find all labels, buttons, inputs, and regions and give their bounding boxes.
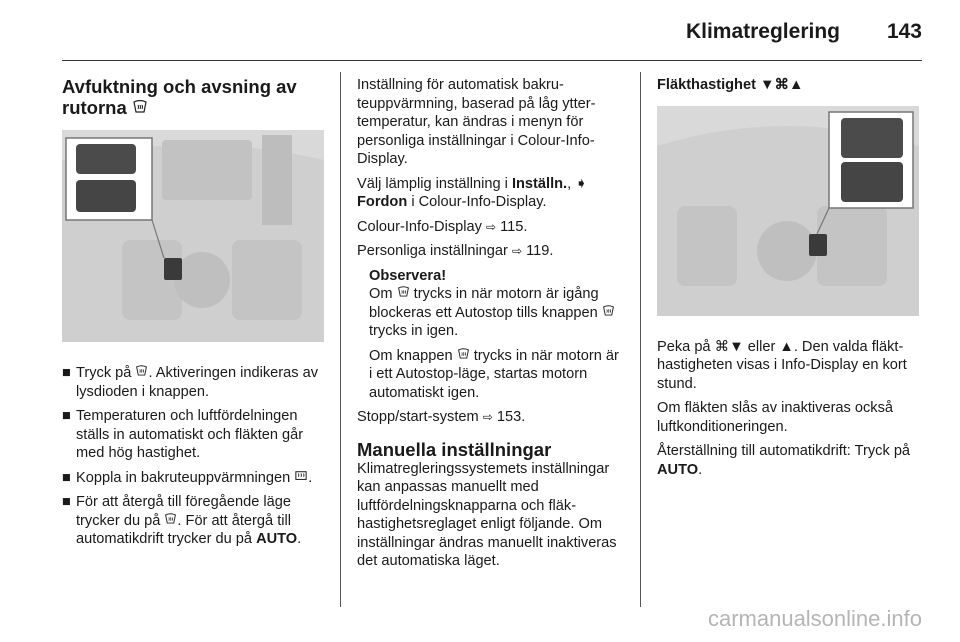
fan-off-paragraph: Om fläkten slås av inaktiveras också luftkonditioneringen. xyxy=(657,400,894,435)
fan-speed-paragraph: Peka på ⌘▼ eller ▲. Den valda fläkthastigheten visas i Info-Display en kort stund. xyxy=(657,338,907,392)
menu-arrow-icon: ➧ xyxy=(575,175,588,192)
page-title: Klimatreglering xyxy=(685,20,840,43)
list-item: ■ Koppla in bakruteuppvärmningen . xyxy=(62,469,313,486)
note-title: Observera! xyxy=(369,267,447,284)
column-divider-2 xyxy=(640,72,641,607)
list-item: ■ Tryck på . Aktiveringen indikeras av lysdioden i knappen. xyxy=(62,365,319,400)
reference-arrow-icon: ⇨ xyxy=(511,244,523,258)
cross-reference: Personliga inställningar ⇨ 119. xyxy=(357,243,554,259)
column-2 xyxy=(357,76,625,577)
column-1 xyxy=(62,76,324,555)
defrost-bullet-list xyxy=(62,364,324,549)
fan-down-icon: ▼ xyxy=(760,77,775,93)
windscreen-defrost-icon xyxy=(132,100,148,114)
reset-paragraph: Återställning till automatikdrift: Tryck på AUTO. xyxy=(657,443,911,478)
fan-control-photo xyxy=(657,106,919,316)
list-item: ■ Temperaturen och luftfördelningen ställs in automatiskt och fläkten går med hög hastighet. xyxy=(62,408,304,461)
manual-settings-paragraph: Klimatregleringssystemets inställningar kan anpassas manuellt med luftfördelningsknapparna och fläkhastighetsreglaget enligt följande. Om inställningar ändras manuellt inaktiveras det automatiska läget. xyxy=(357,460,617,569)
fan-icon: ⌘ xyxy=(774,77,790,93)
section-heading-manual: Manuella inställningar xyxy=(357,438,552,460)
fan-up-icon: ▲ xyxy=(789,77,804,93)
cross-reference: Stopp/start-system ⇨ 153. xyxy=(357,409,526,425)
note-paragraph: Om knappen trycks in när motorn är i ett Autostop-läge, startas motorn automatiskt igen. xyxy=(369,347,619,401)
list-item: ■ För att återgå till föregående läge trycker du på . För att återgå till automatikdrift trycker du på AUTO. xyxy=(62,494,302,547)
reference-arrow-icon: ⇨ xyxy=(485,219,497,234)
column-3 xyxy=(657,76,925,485)
cross-reference: Colour-Info-Display ⇨ 115. xyxy=(357,218,528,235)
fan-up-icon: ▲ xyxy=(779,338,794,355)
section-heading-defrost: Avfuktning och avsning av rutorna xyxy=(62,76,297,118)
page-number: 143 xyxy=(886,20,922,43)
note-box xyxy=(357,267,625,403)
climate-control-photo xyxy=(62,130,324,342)
column-divider-1 xyxy=(340,72,341,607)
windscreen-defrost-icon xyxy=(397,286,410,298)
rear-window-heating-icon xyxy=(294,470,308,482)
windscreen-defrost-icon xyxy=(164,513,177,525)
fan-icon: ⌘ xyxy=(714,338,730,355)
header-divider xyxy=(62,60,922,61)
fan-speed-heading: Fläkthastighet ▼⌘▲ xyxy=(657,77,804,93)
reference-arrow-icon: ⇨ xyxy=(482,410,493,424)
fan-down-icon: ▼ xyxy=(729,338,744,355)
windscreen-defrost-icon xyxy=(602,305,615,317)
note-paragraph: Om trycks in när motorn är igång blockeras ett Autostop tills knappen trycks in igen. xyxy=(369,285,625,341)
windscreen-defrost-icon xyxy=(135,365,148,377)
watermark: carmanualsonline.info xyxy=(707,606,922,631)
rear-heating-paragraph: Inställning för automatisk bakruteuppvärmning, baserad på låg yttertemperatur, kan ändras i menyn för personliga inställningar i Colour-Info-Display. xyxy=(357,77,596,167)
settings-paragraph: Välj lämplig inställning i Inställn., ➧ Fordon i Colour-Info-Display. xyxy=(357,175,588,210)
windscreen-defrost-icon xyxy=(457,348,470,360)
